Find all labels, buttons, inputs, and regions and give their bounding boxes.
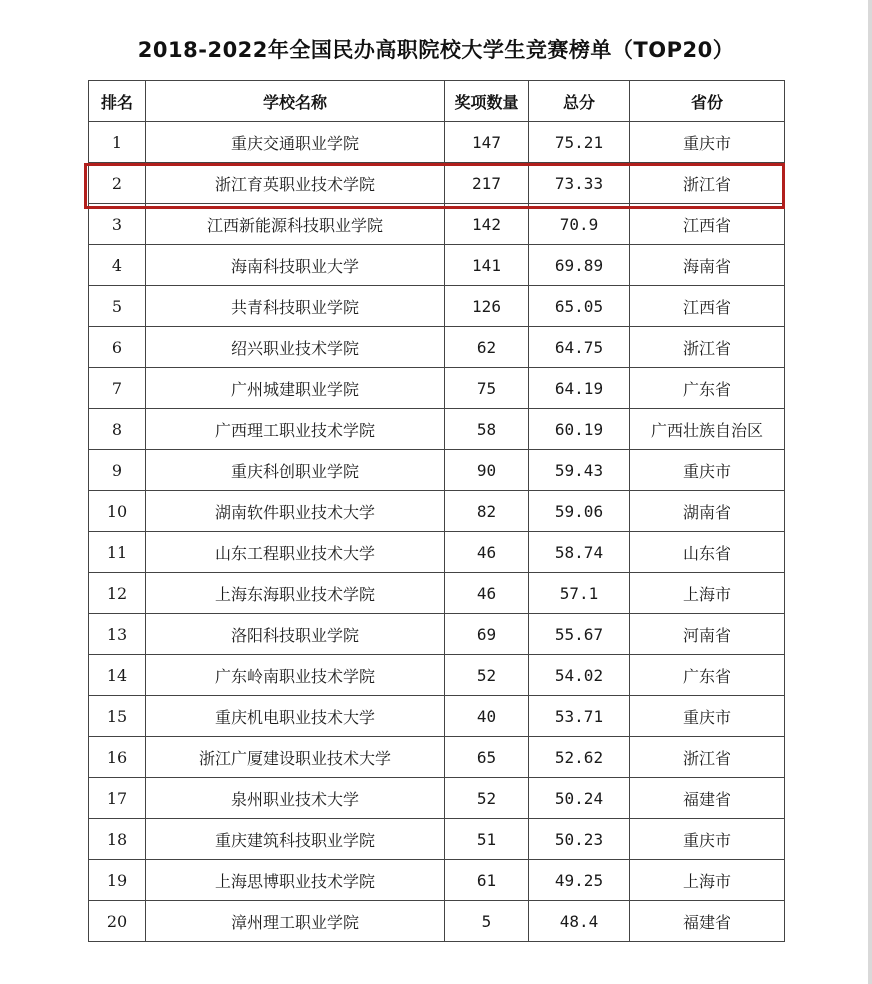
cell-school: 浙江广厦建设职业技术大学	[146, 737, 445, 778]
table-header-row	[89, 81, 785, 122]
cell-province: 浙江省	[630, 163, 785, 204]
cell-awards: 65	[445, 737, 529, 778]
cell-province: 湖南省	[630, 491, 785, 532]
cell-awards: 141	[445, 245, 529, 286]
cell-rank: 18	[89, 819, 146, 860]
cell-rank: 10	[89, 491, 146, 532]
table-row	[89, 286, 785, 327]
cell-awards: 52	[445, 655, 529, 696]
cell-rank: 20	[89, 901, 146, 942]
cell-score: 64.19	[529, 368, 630, 409]
cell-province: 江西省	[630, 286, 785, 327]
cell-province: 广西壮族自治区	[630, 409, 785, 450]
page-title: 2018-2022年全国民办高职院校大学生竞赛榜单（TOP20）	[137, 38, 735, 62]
cell-score: 64.75	[529, 327, 630, 368]
cell-score: 70.9	[529, 204, 630, 245]
cell-rank: 13	[89, 614, 146, 655]
cell-school: 共青科技职业学院	[146, 286, 445, 327]
table-row	[89, 409, 785, 450]
cell-awards: 217	[445, 163, 529, 204]
cell-rank: 16	[89, 737, 146, 778]
cell-score: 75.21	[529, 122, 630, 163]
cell-score: 50.24	[529, 778, 630, 819]
table-row	[89, 819, 785, 860]
table-row-highlighted	[89, 163, 785, 204]
cell-score: 52.62	[529, 737, 630, 778]
cell-school: 湖南软件职业技术大学	[146, 491, 445, 532]
cell-awards: 75	[445, 368, 529, 409]
table-row	[89, 737, 785, 778]
cell-awards: 51	[445, 819, 529, 860]
cell-rank: 12	[89, 573, 146, 614]
page-edge-divider	[868, 0, 872, 984]
cell-school: 上海思博职业技术学院	[146, 860, 445, 901]
cell-rank: 2	[89, 163, 146, 204]
cell-rank: 5	[89, 286, 146, 327]
cell-school: 重庆交通职业学院	[146, 122, 445, 163]
cell-rank: 11	[89, 532, 146, 573]
cell-awards: 82	[445, 491, 529, 532]
cell-score: 73.33	[529, 163, 630, 204]
cell-awards: 147	[445, 122, 529, 163]
cell-score: 59.06	[529, 491, 630, 532]
cell-awards: 46	[445, 573, 529, 614]
cell-province: 江西省	[630, 204, 785, 245]
cell-school: 山东工程职业技术大学	[146, 532, 445, 573]
cell-school: 漳州理工职业学院	[146, 901, 445, 942]
cell-score: 65.05	[529, 286, 630, 327]
cell-awards: 126	[445, 286, 529, 327]
cell-rank: 6	[89, 327, 146, 368]
cell-awards: 40	[445, 696, 529, 737]
table-row	[89, 204, 785, 245]
cell-school: 泉州职业技术大学	[146, 778, 445, 819]
cell-province: 上海市	[630, 573, 785, 614]
table-row	[89, 614, 785, 655]
table-row	[89, 860, 785, 901]
cell-province: 山东省	[630, 532, 785, 573]
cell-score: 48.4	[529, 901, 630, 942]
cell-province: 浙江省	[630, 737, 785, 778]
cell-rank: 17	[89, 778, 146, 819]
cell-awards: 46	[445, 532, 529, 573]
cell-rank: 9	[89, 450, 146, 491]
cell-rank: 8	[89, 409, 146, 450]
cell-province: 重庆市	[630, 450, 785, 491]
table-row	[89, 532, 785, 573]
cell-rank: 1	[89, 122, 146, 163]
cell-rank: 3	[89, 204, 146, 245]
header-province: 省份	[630, 81, 785, 122]
cell-school: 海南科技职业大学	[146, 245, 445, 286]
cell-school: 江西新能源科技职业学院	[146, 204, 445, 245]
cell-score: 60.19	[529, 409, 630, 450]
cell-school: 广东岭南职业技术学院	[146, 655, 445, 696]
cell-awards: 90	[445, 450, 529, 491]
cell-score: 69.89	[529, 245, 630, 286]
cell-rank: 7	[89, 368, 146, 409]
cell-awards: 142	[445, 204, 529, 245]
cell-province: 重庆市	[630, 122, 785, 163]
cell-school: 重庆建筑科技职业学院	[146, 819, 445, 860]
cell-school: 绍兴职业技术学院	[146, 327, 445, 368]
table-row	[89, 122, 785, 163]
cell-school: 重庆机电职业技术大学	[146, 696, 445, 737]
cell-rank: 15	[89, 696, 146, 737]
cell-province: 浙江省	[630, 327, 785, 368]
table-row	[89, 901, 785, 942]
cell-province: 广东省	[630, 368, 785, 409]
cell-school: 洛阳科技职业学院	[146, 614, 445, 655]
cell-score: 53.71	[529, 696, 630, 737]
cell-rank: 14	[89, 655, 146, 696]
table-row	[89, 573, 785, 614]
cell-score: 54.02	[529, 655, 630, 696]
cell-school: 重庆科创职业学院	[146, 450, 445, 491]
table-row	[89, 327, 785, 368]
cell-awards: 52	[445, 778, 529, 819]
cell-school: 上海东海职业技术学院	[146, 573, 445, 614]
cell-province: 上海市	[630, 860, 785, 901]
cell-awards: 5	[445, 901, 529, 942]
cell-province: 重庆市	[630, 696, 785, 737]
cell-province: 福建省	[630, 901, 785, 942]
cell-rank: 19	[89, 860, 146, 901]
cell-score: 57.1	[529, 573, 630, 614]
ranking-table	[88, 80, 785, 942]
cell-awards: 62	[445, 327, 529, 368]
cell-school: 广西理工职业技术学院	[146, 409, 445, 450]
table-row	[89, 368, 785, 409]
cell-school: 浙江育英职业技术学院	[146, 163, 445, 204]
table-row	[89, 778, 785, 819]
cell-awards: 61	[445, 860, 529, 901]
cell-score: 58.74	[529, 532, 630, 573]
cell-awards: 69	[445, 614, 529, 655]
table-row	[89, 655, 785, 696]
cell-province: 广东省	[630, 655, 785, 696]
table-row	[89, 450, 785, 491]
cell-awards: 58	[445, 409, 529, 450]
cell-province: 重庆市	[630, 819, 785, 860]
cell-province: 海南省	[630, 245, 785, 286]
cell-score: 55.67	[529, 614, 630, 655]
cell-school: 广州城建职业学院	[146, 368, 445, 409]
cell-province: 福建省	[630, 778, 785, 819]
cell-rank: 4	[89, 245, 146, 286]
table-row	[89, 696, 785, 737]
cell-score: 49.25	[529, 860, 630, 901]
table-row	[89, 245, 785, 286]
cell-province: 河南省	[630, 614, 785, 655]
cell-score: 50.23	[529, 819, 630, 860]
header-school-name: 学校名称	[146, 81, 445, 122]
table-row	[89, 491, 785, 532]
header-total-score: 总分	[529, 81, 630, 122]
header-rank: 排名	[89, 81, 146, 122]
header-award-count: 奖项数量	[445, 81, 529, 122]
cell-score: 59.43	[529, 450, 630, 491]
